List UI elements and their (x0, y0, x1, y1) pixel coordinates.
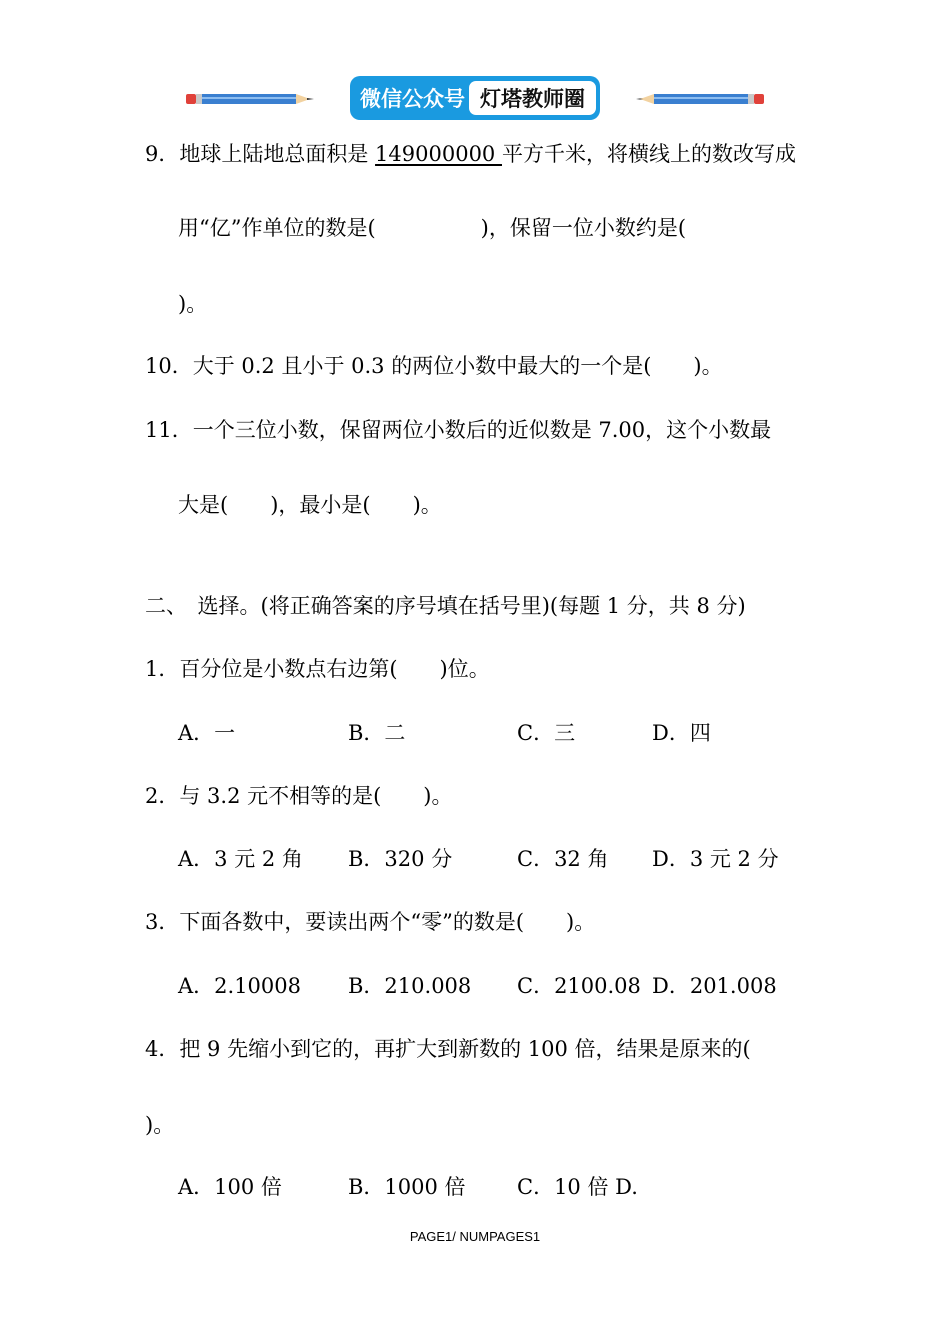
pencil-icon (186, 92, 316, 106)
choice-q1-option-a: A．一 (178, 721, 236, 745)
logo-left-text: 微信公众号 (360, 87, 465, 111)
q9-line3: )。 (178, 292, 208, 316)
choice-q1-stem: 1．百分位是小数点右边第( )位。 (145, 657, 490, 681)
choice-q2-option-b: B．320 分 (348, 847, 453, 871)
choice-q4-stem-cont: )。 (145, 1113, 175, 1137)
choice-q4-option-b: B．1000 倍 (348, 1175, 466, 1199)
choice-q3-stem: 3．下面各数中，要读出两个“零”的数是( )。 (145, 910, 596, 934)
page-footer: PAGE1/ NUMPAGES1 (409, 1229, 541, 1244)
q11-line2: 大是( )，最小是( )。 (178, 493, 442, 517)
choice-q1-option-b: B．二 (348, 721, 406, 745)
choice-q4-stem: 4．把 9 先缩小到它的，再扩大到新数的 100 倍，结果是原来的( (145, 1037, 751, 1061)
choice-q2-option-c: C．32 角 (517, 847, 609, 871)
q9-suffix: 平方千米，将横线上的数改写成 (501, 142, 796, 166)
q9-line2: 用“亿”作单位的数是( )，保留一位小数约是( (178, 216, 687, 240)
choice-q3-option-c: C．2100.08 (517, 974, 641, 998)
choice-q4-option-c: C．10 倍 D. (517, 1175, 638, 1199)
choice-q2-option-a: A．3 元 2 角 (178, 847, 303, 871)
q11-line1: 11．一个三位小数，保留两位小数后的近似数是 7.00，这个小数最 (145, 418, 772, 442)
q9-line1 (145, 144, 796, 165)
q9-underlined-number: 149000000 (375, 142, 502, 166)
choice-q2-option-d: D．3 元 2 分 (652, 847, 779, 871)
choice-q3-option-d: D．201.008 (652, 974, 777, 998)
choice-q1-option-d: D．四 (652, 721, 711, 745)
q9-prefix: 9．地球上陆地总面积是 (145, 142, 376, 166)
q10-text: 10．大于 0.2 且小于 0.3 的两位小数中最大的一个是( )。 (145, 354, 723, 378)
pencil-icon (634, 92, 764, 106)
choice-q3-option-b: B．210.008 (348, 974, 472, 998)
choice-q2-stem: 2．与 3.2 元不相等的是( )。 (145, 784, 453, 808)
choice-q1-option-c: C．三 (517, 721, 576, 745)
choice-q3-option-a: A．2.10008 (178, 974, 302, 998)
brand-logo (350, 76, 600, 120)
logo-right-text: 灯塔教师圈 (469, 81, 596, 115)
section-title: 二、 选择。(将正确答案的序号填在括号里)(每题 1 分，共 8 分) (145, 594, 746, 618)
choice-q4-option-a: A．100 倍 (178, 1175, 282, 1199)
header-banner (0, 76, 950, 122)
